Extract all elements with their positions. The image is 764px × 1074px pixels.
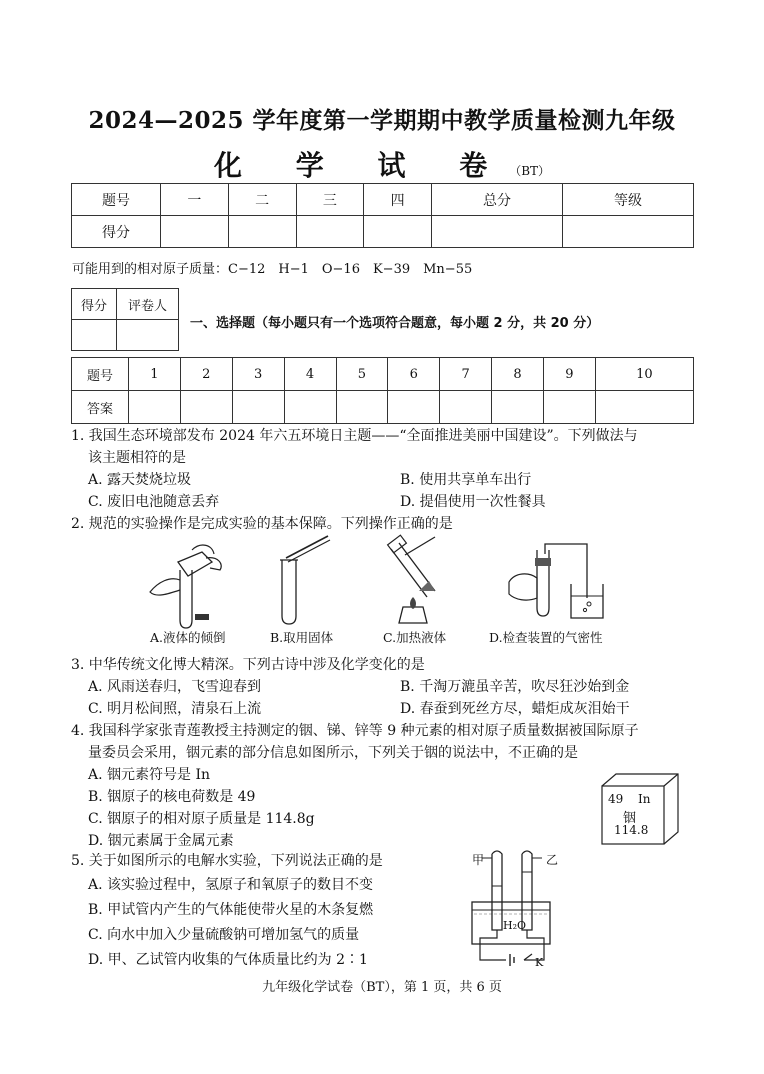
answer-number: 10 bbox=[595, 358, 693, 391]
question-1-stem-cont: 该主题相符的是 bbox=[88, 450, 186, 466]
answer-cell[interactable] bbox=[388, 391, 440, 424]
question-5-stem: 5. 关于如图所示的电解水实验，下列说法正确的是 bbox=[71, 853, 383, 869]
answer-row-label: 答案 bbox=[72, 391, 129, 424]
answer-number: 2 bbox=[180, 358, 232, 391]
score-header-cell: 一 bbox=[161, 184, 229, 216]
answer-number: 3 bbox=[232, 358, 284, 391]
q3-option-a[interactable]: A. 风雨送春归，飞雪迎春到 bbox=[88, 679, 262, 695]
figure-d-caption: D.检查装置的气密性 bbox=[489, 630, 603, 645]
figure-d-airtight[interactable] bbox=[505, 538, 615, 628]
q3-option-b[interactable]: B. 千淘万漉虽辛苦，吹尽狂沙始到金 bbox=[400, 679, 630, 695]
page-footer: 九年级化学试卷（BT），第 1 页，共 6 页 bbox=[262, 980, 502, 995]
question-4-stem: 4. 我国科学家张青莲教授主持测定的铟、锑、锌等 9 种元素的相对原子质量数据被国际原子 bbox=[71, 723, 639, 739]
answer-number: 1 bbox=[129, 358, 181, 391]
question-2-stem: 2. 规范的实验操作是完成实验的基本保障。下列操作正确的是 bbox=[71, 516, 453, 532]
grader-name-input[interactable] bbox=[117, 320, 179, 351]
grader-name-label: 评卷人 bbox=[117, 289, 179, 320]
score-header-cell: 总分 bbox=[432, 184, 563, 216]
exam-title: 2024—2025 学年度第一学期期中教学质量检测九年级 bbox=[88, 107, 676, 134]
tube-right-label: 乙 bbox=[546, 853, 559, 867]
answer-number: 9 bbox=[544, 358, 596, 391]
q1-option-b[interactable]: B. 使用共享单车出行 bbox=[400, 472, 532, 488]
q3-option-d[interactable]: D. 春蚕到死丝方尽，蜡炬成灰泪始干 bbox=[400, 701, 630, 717]
score-row-label: 得分 bbox=[72, 216, 161, 248]
answer-number: 4 bbox=[284, 358, 336, 391]
figure-c-caption: C.加热液体 bbox=[383, 630, 447, 645]
score-input-cell[interactable] bbox=[364, 216, 432, 248]
answer-cell[interactable] bbox=[232, 391, 284, 424]
answer-cell[interactable] bbox=[129, 391, 181, 424]
question-1-stem: 1. 我国生态环境部发布 2024 年六五环境日主题——“全面推进美丽中国建设”。下列做法与 bbox=[71, 428, 638, 444]
q5-option-d[interactable]: D. 甲、乙试管内收集的气体质量比约为 2∶1 bbox=[88, 952, 368, 968]
q1-option-a[interactable]: A. 露天焚烧垃圾 bbox=[88, 472, 192, 488]
score-input-cell[interactable] bbox=[432, 216, 563, 248]
answer-table bbox=[71, 357, 694, 424]
element-symbol: In bbox=[638, 792, 651, 806]
answer-cell[interactable] bbox=[440, 391, 492, 424]
figure-a-pouring[interactable] bbox=[140, 540, 230, 630]
answer-number: 5 bbox=[336, 358, 388, 391]
answer-header-label: 题号 bbox=[72, 358, 129, 391]
element-name: 铟 bbox=[623, 811, 637, 826]
q4-option-b[interactable]: B. 铟原子的核电荷数是 49 bbox=[88, 789, 256, 805]
q5-option-c[interactable]: C. 向水中加入少量硫酸钠可增加氢气的质量 bbox=[88, 927, 360, 943]
element-mass: 114.8 bbox=[614, 823, 649, 837]
answer-cell[interactable] bbox=[544, 391, 596, 424]
grader-table bbox=[71, 288, 179, 351]
answer-cell[interactable] bbox=[284, 391, 336, 424]
q4-option-a[interactable]: A. 铟元素符号是 In bbox=[88, 767, 211, 783]
electrolysis-apparatus[interactable] bbox=[470, 850, 570, 970]
score-header-cell: 等级 bbox=[562, 184, 693, 216]
answer-cell[interactable] bbox=[492, 391, 544, 424]
q4-option-c[interactable]: C. 铟原子的相对原子质量是 114.8g bbox=[88, 811, 315, 827]
grader-score-label: 得分 bbox=[72, 289, 117, 320]
tube-left-label: 甲 bbox=[472, 853, 485, 867]
score-input-cell[interactable] bbox=[228, 216, 296, 248]
figure-b-caption: B.取用固体 bbox=[270, 630, 334, 645]
question-4-stem-cont: 量委员会采用，铟元素的部分信息如图所示，下列关于铟的说法中，不正确的是 bbox=[88, 745, 578, 761]
q1-option-d[interactable]: D. 提倡使用一次性餐具 bbox=[400, 494, 546, 510]
subject-title bbox=[0, 144, 764, 184]
answer-cell[interactable] bbox=[595, 391, 693, 424]
q4-option-d[interactable]: D. 铟元素属于金属元素 bbox=[88, 833, 234, 849]
answer-number: 6 bbox=[388, 358, 440, 391]
figure-a-caption: A.液体的倾倒 bbox=[150, 630, 226, 645]
subject-name: 化 学 试 卷 bbox=[213, 149, 510, 182]
figure-c-heating[interactable] bbox=[375, 535, 460, 627]
score-header-cell: 四 bbox=[364, 184, 432, 216]
answer-number: 7 bbox=[440, 358, 492, 391]
figure-b-solid[interactable] bbox=[262, 532, 342, 628]
score-header-cell: 二 bbox=[228, 184, 296, 216]
answer-number: 8 bbox=[492, 358, 544, 391]
score-table bbox=[71, 183, 694, 248]
water-label: H₂O bbox=[503, 919, 527, 932]
q3-option-c[interactable]: C. 明月松间照，清泉石上流 bbox=[88, 701, 262, 717]
switch-label: K bbox=[535, 956, 544, 969]
answer-cell[interactable] bbox=[336, 391, 388, 424]
grader-score-input[interactable] bbox=[72, 320, 117, 351]
score-input-cell[interactable] bbox=[161, 216, 229, 248]
question-3-stem: 3. 中华传统文化博大精深。下列古诗中涉及化学变化的是 bbox=[71, 657, 425, 673]
element-number: 49 bbox=[608, 792, 624, 806]
q5-option-a[interactable]: A. 该实验过程中，氢原子和氧原子的数目不变 bbox=[88, 877, 374, 893]
score-header-cell: 三 bbox=[296, 184, 364, 216]
q5-option-b[interactable]: B. 甲试管内产生的气体能使带火星的木条复燃 bbox=[88, 902, 374, 918]
atomic-masses: 可能用到的相对原子质量：C−12 H−1 O−16 K−39 Mn−55 bbox=[72, 262, 473, 277]
q1-option-c[interactable]: C. 废旧电池随意丢弃 bbox=[88, 494, 220, 510]
score-input-cell[interactable] bbox=[296, 216, 364, 248]
score-input-cell[interactable] bbox=[562, 216, 693, 248]
edition-mark: （BT） bbox=[509, 164, 551, 178]
score-header-cell: 题号 bbox=[72, 184, 161, 216]
answer-cell[interactable] bbox=[180, 391, 232, 424]
section-heading: 一、选择题（每小题只有一个选项符合题意，每小题 2 分，共 20 分） bbox=[190, 316, 600, 331]
